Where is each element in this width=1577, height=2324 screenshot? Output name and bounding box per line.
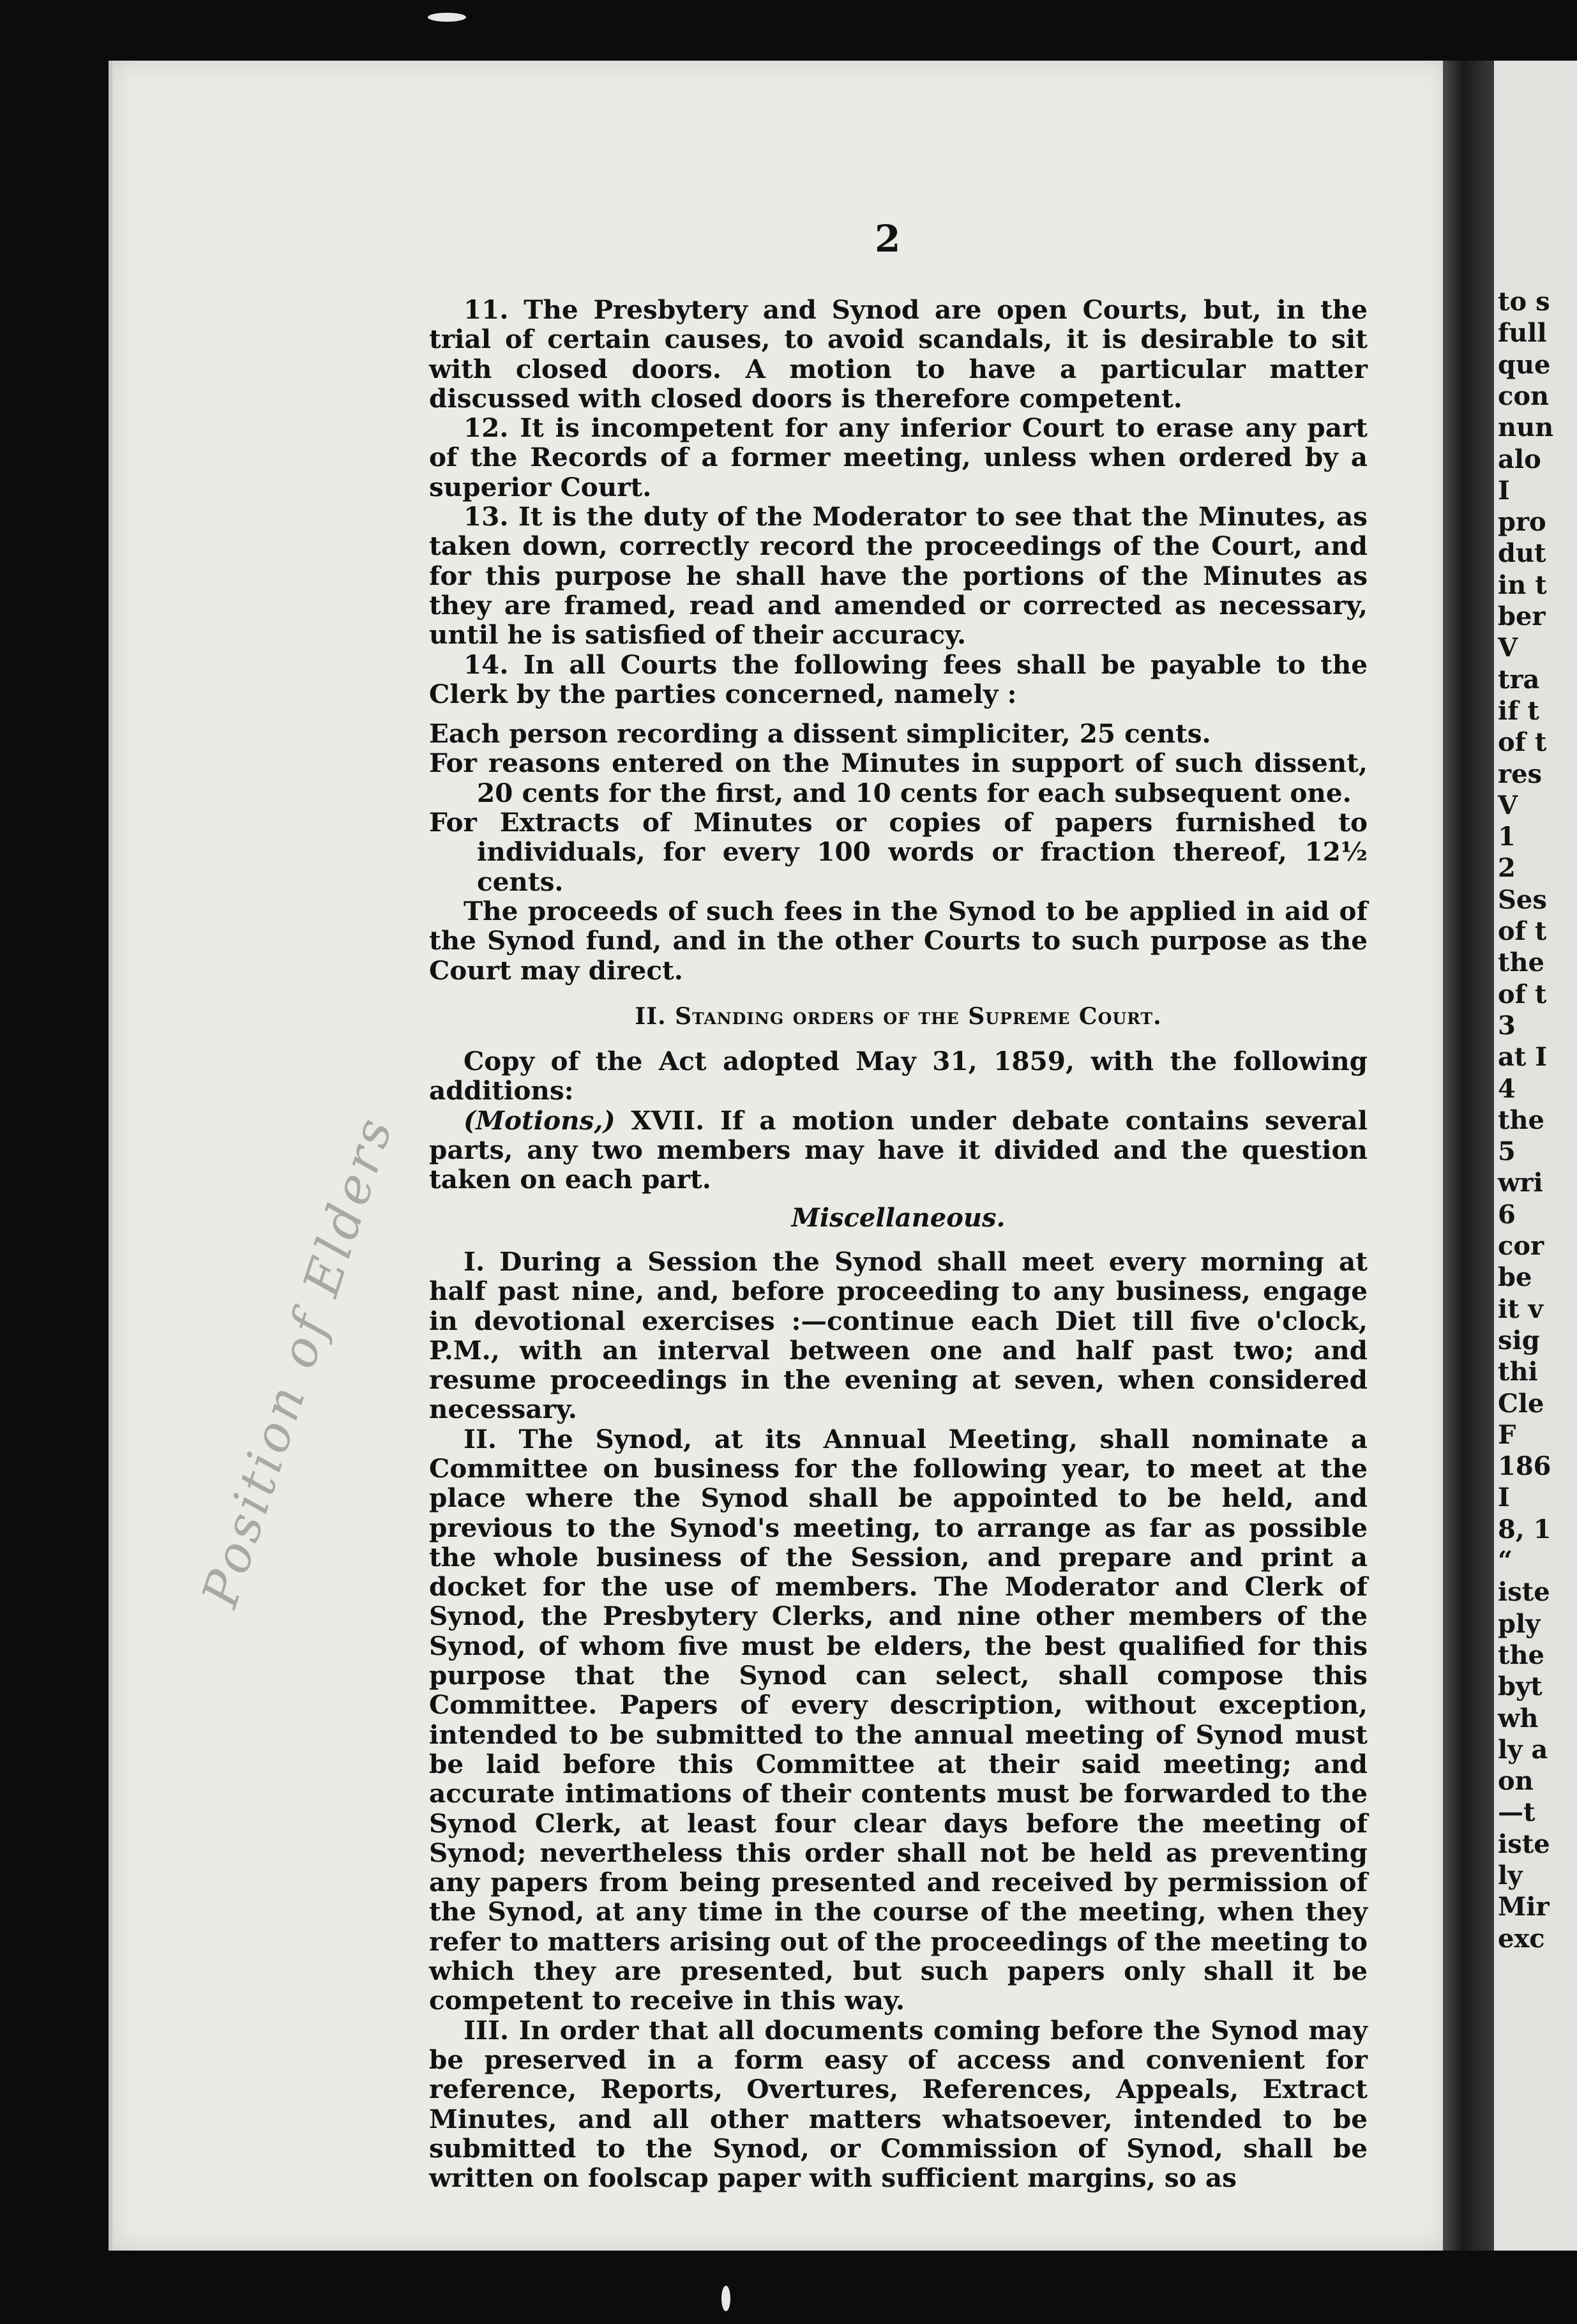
next-page-fragment: at I bbox=[1498, 1042, 1548, 1073]
next-page-fragment: V bbox=[1498, 633, 1518, 663]
fee-item: For reasons entered on the Minutes in support of such dissent, 20 cents for the first, and 10 cents for each subsequent one. bbox=[429, 748, 1368, 808]
next-page-fragment: alo bbox=[1498, 444, 1541, 474]
next-page-fragment: exc bbox=[1498, 1923, 1545, 1954]
next-page-fragment: 5 bbox=[1498, 1136, 1516, 1167]
book-gutter bbox=[1443, 61, 1494, 2251]
paragraph-11: 11. The Presbytery and Synod are open Courts, but, in the trial of certain causes, to avoid scandals, it is desirable to sit with closed doors. A motion to have a particular matter discussed with closed doors is therefore competent. bbox=[429, 294, 1368, 414]
misc-rule-3: III. In order that all documents coming before the Synod may be preserved in a form easy of access and convenient for reference, Reports, Overtures, References, Appeals, Extract Minutes, and all other matters whatsoever, intended to be submitted to the Synod, or Commission of Synod, shall be written on foolscap paper with sufficient margins, so as bbox=[429, 2014, 1368, 2194]
next-page-fragment: ly a bbox=[1498, 1734, 1548, 1765]
handwritten-margin-note: Position of Elders bbox=[192, 1108, 405, 1614]
next-page-fragment: of t bbox=[1498, 727, 1547, 758]
next-page-fragment: byt bbox=[1498, 1671, 1543, 1702]
section-heading: II. Standing orders of the Supreme Court. bbox=[635, 1002, 1162, 1030]
spacer bbox=[429, 709, 1368, 719]
next-page-fragment: que bbox=[1498, 349, 1551, 380]
next-page-fragment: if t bbox=[1498, 695, 1539, 726]
next-page-fragment: the bbox=[1498, 1640, 1545, 1670]
fee-item: For Extracts of Minutes or copies of papers furnished to individuals, for every 100 words or fraction thereof, 12½ cents. bbox=[429, 807, 1368, 897]
next-page-fragment: 2 bbox=[1498, 853, 1516, 884]
next-page-fragment: con bbox=[1498, 381, 1550, 411]
misc-rule-1: I. During a Session the Synod shall meet every morning at half past nine, and, before proceeding to any business, engage in devotional exercises :—continue each Diet till five o'clock, P.M., with an interval between one and half past two; and resume proceedings in the evening at seven, when considered necessary. bbox=[429, 1246, 1368, 1425]
fee-item: Each person recording a dissent simpliciter, 25 cents. bbox=[429, 718, 1211, 750]
next-page-fragment: of t bbox=[1498, 916, 1547, 946]
next-page-fragment: 8, 1 bbox=[1498, 1514, 1551, 1544]
next-page-fragment: I bbox=[1498, 475, 1510, 506]
misc-rule-2: II. The Synod, at its Annual Meeting, shall nominate a Committee on business for the following year, to meet at the place where the Synod shall be appointed to be held, and previous to the Synod's meeting, to arrange as far as possible the whole business of the Session, and prepare and print a docket for the use of members. The Moderator and Clerk of Synod, the Presbytery Clerks, and nine other members of the Synod, of whom five must be elders, the best qualified for this purpose that the Synod can select, shall compose this Committee. Papers of every description, without exception, intended to be submitted to the annual meeting of Synod must be laid before this Committee at their said meeting; and accurate intimations of their contents must be forwarded to the Synod Clerk, at least four clear days before the meeting of Synod; nevertheless this order shall not be held as preventing any papers from being presented and received by permission of the Synod, at any time in the course of the meeting, when they refer to matters arising out of the proceedings of the meeting to which they are presented, but such papers only shall it be competent to receive in this way. bbox=[429, 1423, 1368, 2016]
paragraph-13: 13. It is the duty of the Moderator to see that the Minutes, as taken down, correctly record the proceedings of the Court, and for this purpose he shall have the portions of the Minutes as they are framed, read and amended or corrected as necessary, until he is satisfied of their accuracy. bbox=[429, 501, 1368, 651]
next-page-fragment: 186 bbox=[1498, 1451, 1551, 1482]
next-page-fragment: “ bbox=[1498, 1546, 1513, 1576]
next-page-fragment: pro bbox=[1498, 507, 1546, 538]
next-page-fragment: ber bbox=[1498, 601, 1546, 631]
next-page-edge bbox=[1494, 61, 1577, 2251]
next-page-fragment: 1 bbox=[1498, 822, 1516, 852]
next-page-fragment: iste bbox=[1498, 1829, 1550, 1859]
next-page-fragment: thi bbox=[1498, 1357, 1538, 1387]
document-body bbox=[429, 295, 1368, 2192]
next-page-fragment: ply bbox=[1498, 1608, 1541, 1639]
next-page-fragment: wri bbox=[1498, 1168, 1543, 1198]
next-page-fragment: full bbox=[1498, 318, 1547, 349]
scan-speck bbox=[721, 2286, 730, 2311]
next-page-fragment: of t bbox=[1498, 979, 1547, 1009]
next-page-fragment: nun bbox=[1498, 412, 1554, 443]
motions-paragraph bbox=[429, 1106, 1368, 1195]
act-paragraph: Copy of the Act adopted May 31, 1859, with the following additions: bbox=[429, 1046, 1368, 1106]
sub-heading: Miscellaneous. bbox=[791, 1202, 1006, 1233]
paragraph-14: 14. In all Courts the following fees shall be payable to the Clerk by the parties concerned, namely : bbox=[429, 649, 1368, 709]
next-page-fragment: the bbox=[1498, 947, 1545, 978]
next-page-fragment: to s bbox=[1498, 287, 1550, 317]
fees-proceeds: The proceeds of such fees in the Synod to be applied in aid of the Synod fund, and in the other Courts to such purpose as the Court may direct. bbox=[429, 895, 1368, 986]
page-number: 2 bbox=[875, 217, 901, 260]
next-page-fragment: V bbox=[1498, 790, 1518, 820]
next-page-fragment: —t bbox=[1498, 1797, 1535, 1828]
next-page-fragment: the bbox=[1498, 1105, 1545, 1135]
next-page-fragment: iste bbox=[1498, 1577, 1550, 1608]
next-page-fragment: tra bbox=[1498, 664, 1540, 695]
motions-label: (Motions,) bbox=[464, 1105, 615, 1136]
motions-text: XVII. If a motion under debate contains several parts, any two members may have it divided and the question taken on each part. bbox=[429, 1105, 1368, 1195]
next-page-fragment: on bbox=[1498, 1766, 1534, 1797]
next-page-fragment: in t bbox=[1498, 570, 1547, 600]
next-page-fragment: Ses bbox=[1498, 884, 1547, 915]
scan-speck bbox=[428, 13, 466, 22]
next-page-fragment: dut bbox=[1498, 538, 1546, 569]
next-page-fragment: F bbox=[1498, 1419, 1516, 1450]
next-page-fragment: Mir bbox=[1498, 1892, 1550, 1922]
next-page-fragment: cor bbox=[1498, 1231, 1544, 1261]
next-page-fragment: ly bbox=[1498, 1860, 1523, 1890]
next-page-fragment: it v bbox=[1498, 1294, 1543, 1324]
next-page-fragment: 3 bbox=[1498, 1010, 1516, 1041]
next-page-fragment: 4 bbox=[1498, 1073, 1516, 1104]
next-page-fragment: I bbox=[1498, 1483, 1510, 1513]
paragraph-12: 12. It is incompetent for any inferior Court to erase any part of the Records of a former meeting, unless when ordered by a superior Court. bbox=[429, 412, 1368, 502]
next-page-fragment: sig bbox=[1498, 1325, 1540, 1355]
next-page-fragment: res bbox=[1498, 758, 1543, 789]
next-page-fragment: be bbox=[1498, 1262, 1532, 1293]
next-page-fragment: 6 bbox=[1498, 1199, 1516, 1230]
next-page-fragment: wh bbox=[1498, 1703, 1539, 1733]
next-page-fragment: Cle bbox=[1498, 1388, 1544, 1419]
